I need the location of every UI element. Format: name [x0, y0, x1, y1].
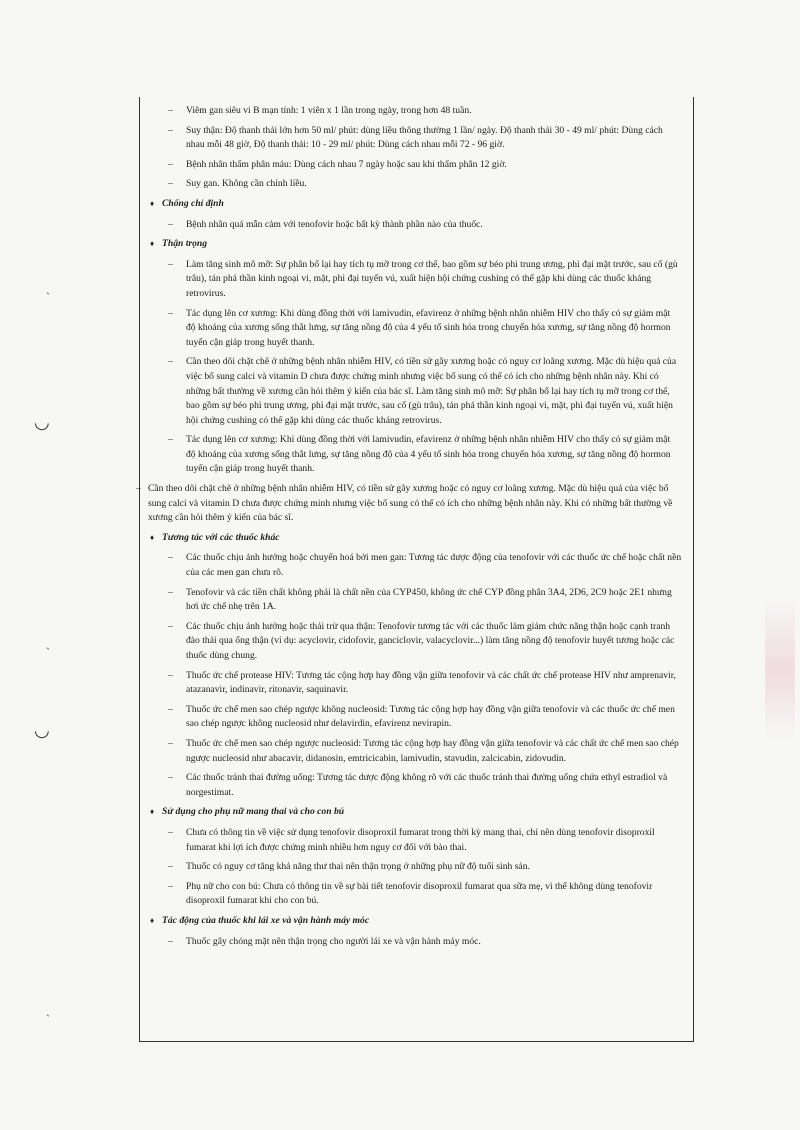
section-heading: ♦ Tác động của thuốc khi lái xe và vận hành máy móc — [150, 914, 682, 929]
bullet-item: – Viêm gan siêu vi B mạn tính: 1 viên x 1 lần trong ngày, trong hơn 48 tuần. — [150, 104, 682, 119]
scan-mark: ` — [46, 645, 50, 659]
bullet-item: – Thuốc ức chế protease HIV: Tương tác cộng hợp hay đồng vận giữa tenofovir và các chất ức chế protease HIV như amprenavir, atazanavir, indinavir, ritonavir, saquinavir. — [150, 669, 682, 698]
bullet-item: – Làm tăng sinh mô mỡ: Sự phân bổ lại hay tích tụ mỡ trong cơ thể, bao gồm sự béo phì trung ương, phì đại mặt trước, sau cổ (gù trâu), tán phá thần kinh ngoại vi, mặt, phì đại tuyến vú, xuất hiện hội chứng cushing có thể gặp khi dùng các thuốc kháng retrovirus. — [150, 258, 682, 302]
section-heading: ♦ Sử dụng cho phụ nữ mang thai và cho con bú — [150, 805, 682, 820]
section-heading: ♦ Chống chỉ định — [150, 197, 682, 212]
bullet-item: – Phụ nữ cho con bú: Chưa có thông tin về sự bài tiết tenofovir disoproxil fumarat qua sữa mẹ, vì thế không dùng tenofovir disoproxil fumarat khi cho con bú. — [150, 880, 682, 909]
bullet-item: – Tác dụng lên cơ xương: Khi dùng đồng thời với lamivudin, efavirenz ở những bệnh nhân nhiễm HIV cho thấy có sự giảm mật độ khoáng của xương sống thắt lưng, sự tăng nồng độ của 4 yếu tố sinh hóa trong chuyển hóa xương, sự tăng nồng độ hormon tuyến cận giáp trong huyết thanh. — [150, 433, 682, 477]
section-heading: ♦ Tương tác với các thuốc khác — [150, 531, 682, 546]
bullet-item: – Bệnh nhân thẩm phân máu: Dùng cách nhau 7 ngày hoặc sau khi thẩm phân 12 giờ. — [150, 158, 682, 173]
document-body — [150, 104, 682, 954]
bullet-item: – Thuốc ức chế men sao chép ngược không nucleosid: Tương tác cộng hợp hay đồng vận giữa tenofovir và các thuốc ức chế men sao chép ngược không nucleosid như delavirdin, efavirenz nevirapin. — [150, 703, 682, 732]
bullet-item: – Suy gan. Không cần chỉnh liều. — [150, 177, 682, 192]
bullet-item: – Cần theo dõi chặt chẽ ở những bệnh nhân nhiễm HIV, có tiền sử gãy xương hoặc có nguy cơ loãng xương. Mặc dù hiệu quả của việc bổ sung calci và vitamin D chưa được chứng minh nhưng việc bổ sung có thể có ích cho những bệnh nhân này. Khi có những bất thường về xương cần hỏi thêm ý kiến của bác sĩ. Làm tăng sinh mô mỡ: Sự phân bố lại hay tích tụ mỡ trong cơ thể, bao gồm sự béo phì trung ương, phì đại mặt trước, sau cổ (gù trâu), tán phá thần kinh ngoại vi, mặt, phì đại tuyến vú, xuất hiện hội chứng cushing có thể gặp khi dùng các thuốc kháng retrovirus. — [150, 355, 682, 428]
bullet-item: – Suy thận: Độ thanh thải lớn hơn 50 ml/ phút: dùng liều thông thường 1 lần/ ngày. Độ thanh thải 30 - 49 ml/ phút: Dùng cách nhau mỗi 48 giờ, Độ thanh thải: 10 - 29 ml/ phút: Dùng cách nhau mỗi 72 - 96 giờ. — [150, 124, 682, 153]
bullet-item: – Tenofovir và các tiền chất không phải là chất nền của CYP450, không ức chế CYP đồng phân 3A4, 2D6, 2C9 hoặc 2E1 nhưng hơi ức chế nhẹ trên 1A. — [150, 586, 682, 615]
scan-mark: ` — [46, 1012, 50, 1026]
bullet-item: – Tác dụng lên cơ xương: Khi dùng đồng thời với lamivudin, efavirenz ở những bệnh nhân nhiễm HIV cho thấy có sự giảm mật độ khoáng của xương sống thắt lưng, sự tăng nồng độ của 4 yếu tố sinh hóa trong chuyển hóa xương, sự tăng nồng độ hormon tuyến cận giáp trong huyết thanh. — [150, 307, 682, 351]
bullet-item: – Thuốc ức chế men sao chép ngược nucleosid: Tương tác cộng hợp hay đồng vận giữa tenofovir và các chất ức chế men sao chép ngược nucleosid như abacavir, didanosin, emtricicabin, lamivudin, stavudin, zalcicabin, zidovudin. — [150, 737, 682, 766]
bullet-item: – Bệnh nhân quá mẫn cảm với tenofovir hoặc bất kỳ thành phần nào của thuốc. — [150, 218, 682, 233]
section-heading: ♦ Thận trọng — [150, 237, 682, 252]
bullet-item: – Thuốc có nguy cơ tăng khả năng thư thai nên thận trọng ở những phụ nữ độ tuổi sinh sản. — [150, 860, 682, 875]
bullet-item: – Thuốc gây chóng mặt nên thận trọng cho người lái xe và vận hành máy móc. — [150, 935, 682, 950]
bullet-item: – Các thuốc tránh thai đường uống: Tương tác dược động không rõ với các thuốc tránh thai đường uống chứa ethyl estradiol và norgestimat. — [150, 771, 682, 800]
bullet-item: – Các thuốc chịu ảnh hưởng hoặc chuyển hoá bởi men gan: Tương tác dược động của tenofovir với các thuốc ức chế hoặc chất nền của các men gan chưa rõ. — [150, 551, 682, 580]
stamp-smear — [765, 600, 795, 740]
punch-hole-mark: ◡ — [34, 720, 50, 740]
punch-hole-mark: ◡ — [34, 412, 50, 432]
bullet-item: – Các thuốc chịu ảnh hưởng hoặc thải trừ qua thận: Tenofovir tương tác với các thuốc làm giảm chức năng thận hoặc cạnh tranh đào thải qua ống thận (ví dụ: acyclovir, cidofovir, ganciclovir, valacyclovir...) làm tăng nồng độ tenofovir huyết tương hoặc các thuốc dùng chung. — [150, 620, 682, 664]
scan-mark: ` — [46, 290, 50, 304]
bullet-item: – Chưa có thông tin về việc sử dụng tenofovir disoproxil fumarat trong thời kỳ mang thai, chỉ nên dùng tenofovir disoproxil fumarat khi lợi ích được chứng minh nhiều hơn nguy cơ đối với bào thai. — [150, 826, 682, 855]
paragraph: – Cần theo dõi chặt chẽ ở những bệnh nhân nhiễm HIV, có tiền sử gãy xương hoặc có nguy cơ loãng xương. Mặc dù hiệu quả của việc bổ sung calci và vitamin D chưa được chứng minh nhưng việc bổ sung có thể có ích cho những bệnh nhân này. Khi có những bất thường về xương cần hỏi thêm ý kiến của bác sĩ. — [148, 482, 682, 526]
